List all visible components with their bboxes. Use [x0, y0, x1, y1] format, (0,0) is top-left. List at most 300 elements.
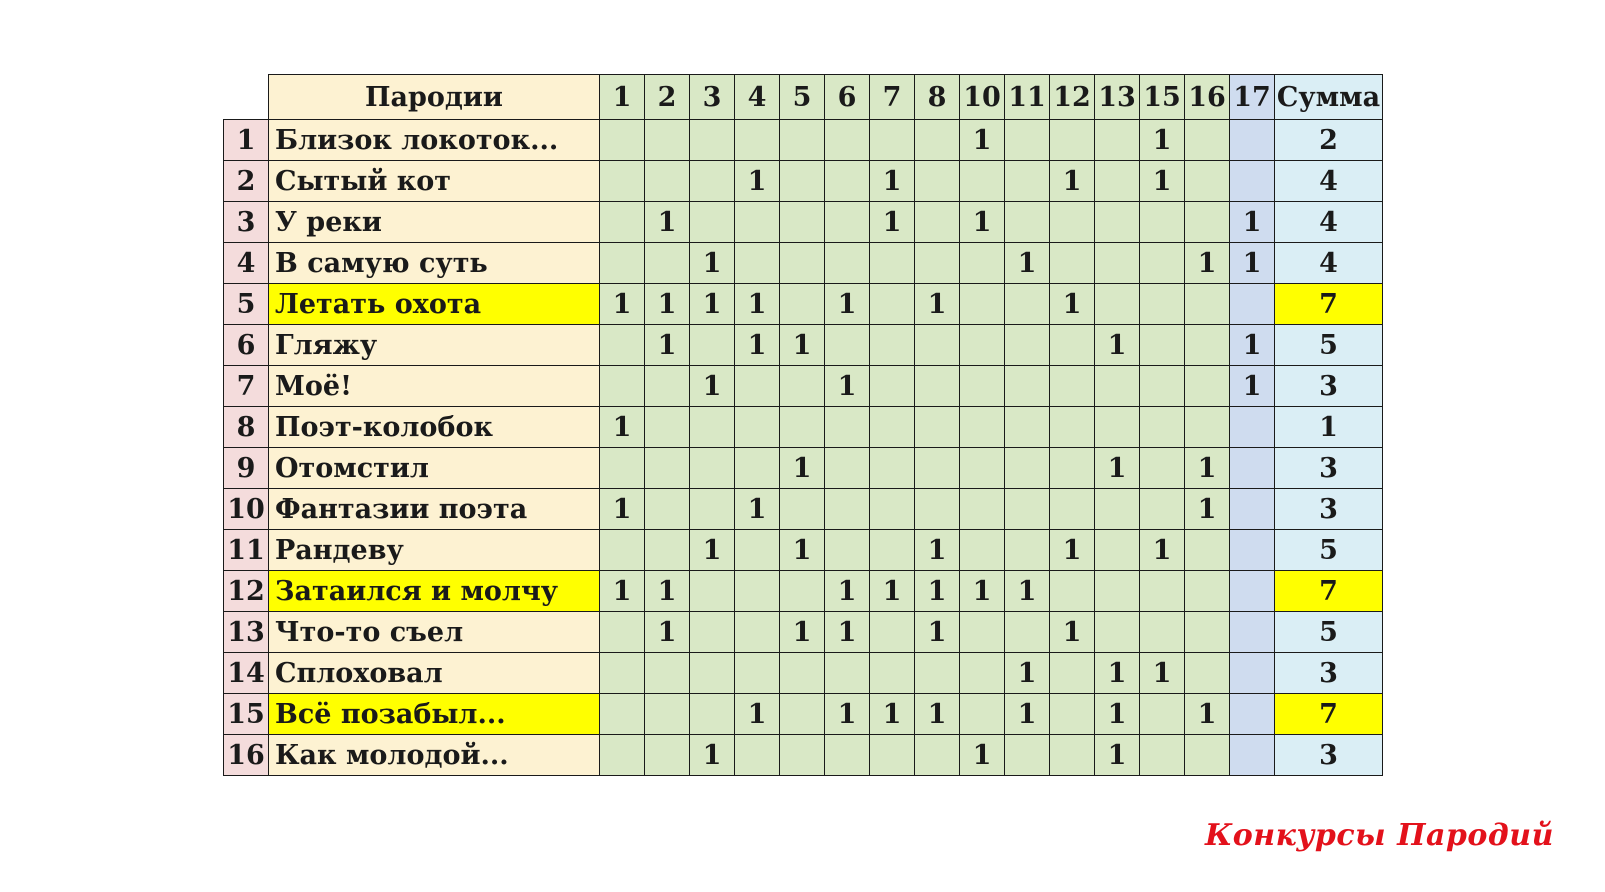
- vote-cell: [1005, 489, 1050, 530]
- vote-cell: [1095, 284, 1140, 325]
- vote-cell: [780, 407, 825, 448]
- vote-cell: [735, 448, 780, 489]
- vote-cell: 1: [780, 530, 825, 571]
- vote-cell: 1: [915, 530, 960, 571]
- vote-cell: [690, 653, 735, 694]
- vote-cell: [825, 161, 870, 202]
- vote-cell: [1140, 571, 1185, 612]
- table-row: [224, 120, 1383, 161]
- vote-cell: [1140, 202, 1185, 243]
- vote-cell: [780, 120, 825, 161]
- vote-cell: 1: [645, 284, 690, 325]
- vote-cell: 1: [960, 120, 1005, 161]
- judge-header: 7: [870, 75, 915, 120]
- vote-cell: [690, 120, 735, 161]
- vote-cell: [780, 202, 825, 243]
- vote-cell: 1: [1140, 653, 1185, 694]
- vote-cell: [1185, 120, 1230, 161]
- parody-title: В самую суть: [269, 243, 600, 284]
- parody-title: Сплоховал: [269, 653, 600, 694]
- vote-cell: 1: [1005, 243, 1050, 284]
- sum-cell: 3: [1275, 448, 1383, 489]
- vote-cell: [600, 612, 645, 653]
- vote-cell: [690, 694, 735, 735]
- vote-cell: [960, 530, 1005, 571]
- vote-cell: [960, 243, 1005, 284]
- vote-cell: [735, 571, 780, 612]
- header-row: [224, 75, 1383, 120]
- parodies-header: Пародии: [269, 75, 600, 120]
- sum-cell: 5: [1275, 612, 1383, 653]
- vote-cell: [1230, 612, 1275, 653]
- vote-cell: [915, 325, 960, 366]
- table-row: [224, 448, 1383, 489]
- parody-title: Поэт-колобок: [269, 407, 600, 448]
- vote-cell: 1: [870, 202, 915, 243]
- vote-cell: [735, 735, 780, 776]
- vote-cell: [870, 325, 915, 366]
- vote-cell: 1: [1005, 653, 1050, 694]
- vote-cell: [690, 448, 735, 489]
- vote-cell: [1185, 284, 1230, 325]
- vote-cell: [735, 243, 780, 284]
- vote-cell: [600, 735, 645, 776]
- vote-cell: 1: [1095, 325, 1140, 366]
- vote-cell: [1050, 489, 1095, 530]
- sum-cell: 4: [1275, 202, 1383, 243]
- vote-cell: [645, 407, 690, 448]
- sum-cell: 7: [1275, 694, 1383, 735]
- vote-cell: [1050, 735, 1095, 776]
- vote-cell: [1185, 653, 1230, 694]
- row-number: 2: [224, 161, 269, 202]
- vote-cell: 1: [960, 571, 1005, 612]
- vote-cell: [1230, 448, 1275, 489]
- vote-cell: [870, 243, 915, 284]
- vote-cell: [600, 202, 645, 243]
- vote-cell: [645, 161, 690, 202]
- row-number: 14: [224, 653, 269, 694]
- vote-cell: [690, 161, 735, 202]
- vote-cell: [1140, 448, 1185, 489]
- parody-title: Летать охота: [269, 284, 600, 325]
- parody-title: Гляжу: [269, 325, 600, 366]
- vote-cell: [780, 694, 825, 735]
- vote-cell: 1: [600, 407, 645, 448]
- row-number: 12: [224, 571, 269, 612]
- vote-cell: [1095, 489, 1140, 530]
- vote-cell: [735, 407, 780, 448]
- vote-cell: 1: [645, 571, 690, 612]
- vote-cell: [825, 489, 870, 530]
- vote-cell: [780, 284, 825, 325]
- table-row: [224, 325, 1383, 366]
- table-row: [224, 489, 1383, 530]
- vote-cell: [825, 530, 870, 571]
- row-number: 3: [224, 202, 269, 243]
- vote-cell: 1: [915, 571, 960, 612]
- vote-cell: [960, 407, 1005, 448]
- vote-cell: [825, 243, 870, 284]
- vote-cell: [1095, 530, 1140, 571]
- sum-cell: 4: [1275, 243, 1383, 284]
- vote-cell: [600, 530, 645, 571]
- vote-cell: 1: [1005, 571, 1050, 612]
- sum-cell: 3: [1275, 489, 1383, 530]
- corner-cell: [224, 75, 269, 120]
- vote-cell: [735, 120, 780, 161]
- vote-cell: 1: [735, 694, 780, 735]
- vote-cell: 1: [960, 735, 1005, 776]
- vote-cell: [960, 284, 1005, 325]
- vote-cell: [1095, 571, 1140, 612]
- vote-cell: [915, 735, 960, 776]
- vote-cell: [1230, 407, 1275, 448]
- vote-cell: [600, 653, 645, 694]
- vote-cell: [645, 243, 690, 284]
- table-row: [224, 694, 1383, 735]
- parody-title: Сытый кот: [269, 161, 600, 202]
- vote-cell: [870, 366, 915, 407]
- vote-cell: [1140, 284, 1185, 325]
- vote-cell: [1230, 653, 1275, 694]
- vote-cell: [1050, 120, 1095, 161]
- vote-cell: 1: [1140, 161, 1185, 202]
- vote-cell: 1: [1230, 325, 1275, 366]
- vote-cell: [1050, 571, 1095, 612]
- row-number: 5: [224, 284, 269, 325]
- vote-cell: [1185, 571, 1230, 612]
- vote-cell: [1230, 161, 1275, 202]
- table-row: [224, 735, 1383, 776]
- table-row: [224, 530, 1383, 571]
- vote-cell: 1: [645, 612, 690, 653]
- vote-cell: 1: [600, 284, 645, 325]
- vote-cell: [915, 202, 960, 243]
- vote-cell: 1: [780, 325, 825, 366]
- vote-cell: [1005, 448, 1050, 489]
- judge-header: 2: [645, 75, 690, 120]
- table-row: [224, 366, 1383, 407]
- vote-cell: [1140, 612, 1185, 653]
- vote-cell: 1: [690, 530, 735, 571]
- vote-cell: [915, 448, 960, 489]
- vote-cell: 1: [915, 612, 960, 653]
- sum-cell: 2: [1275, 120, 1383, 161]
- vote-cell: [645, 694, 690, 735]
- vote-cell: [1140, 325, 1185, 366]
- vote-cell: [1050, 243, 1095, 284]
- vote-cell: [1140, 489, 1185, 530]
- vote-cell: [780, 243, 825, 284]
- vote-cell: [645, 489, 690, 530]
- row-number: 16: [224, 735, 269, 776]
- vote-cell: [1005, 735, 1050, 776]
- vote-cell: 1: [1095, 653, 1140, 694]
- table-row: [224, 612, 1383, 653]
- vote-cell: [1005, 284, 1050, 325]
- vote-cell: 1: [1140, 530, 1185, 571]
- vote-cell: [1050, 202, 1095, 243]
- table-row: [224, 243, 1383, 284]
- sum-cell: 3: [1275, 653, 1383, 694]
- vote-cell: [825, 735, 870, 776]
- vote-cell: [780, 489, 825, 530]
- vote-cell: [780, 366, 825, 407]
- vote-cell: [1005, 120, 1050, 161]
- vote-cell: [960, 325, 1005, 366]
- vote-cell: [1185, 366, 1230, 407]
- sum-cell: 3: [1275, 366, 1383, 407]
- vote-cell: [690, 325, 735, 366]
- results-body: [224, 120, 1383, 776]
- vote-cell: [600, 161, 645, 202]
- vote-cell: 1: [780, 612, 825, 653]
- vote-cell: [1005, 530, 1050, 571]
- vote-cell: [1185, 530, 1230, 571]
- vote-cell: [915, 120, 960, 161]
- vote-cell: [780, 571, 825, 612]
- vote-cell: [960, 612, 1005, 653]
- vote-cell: [915, 407, 960, 448]
- vote-cell: [870, 407, 915, 448]
- vote-cell: [960, 161, 1005, 202]
- judge-header: 4: [735, 75, 780, 120]
- judge-header: 15: [1140, 75, 1185, 120]
- vote-cell: [735, 612, 780, 653]
- table-row: [224, 571, 1383, 612]
- vote-cell: [870, 448, 915, 489]
- vote-cell: [735, 653, 780, 694]
- vote-cell: 1: [645, 202, 690, 243]
- vote-cell: [1230, 735, 1275, 776]
- vote-cell: [1185, 735, 1230, 776]
- sum-cell: 7: [1275, 284, 1383, 325]
- vote-cell: [600, 366, 645, 407]
- vote-cell: [825, 653, 870, 694]
- vote-cell: [690, 202, 735, 243]
- vote-cell: [600, 694, 645, 735]
- vote-cell: [1140, 694, 1185, 735]
- vote-cell: 1: [870, 694, 915, 735]
- vote-cell: [1005, 202, 1050, 243]
- vote-cell: [690, 612, 735, 653]
- judge-header: 10: [960, 75, 1005, 120]
- judge-header: 16: [1185, 75, 1230, 120]
- sum-header: Сумма: [1275, 75, 1383, 120]
- vote-cell: [1185, 202, 1230, 243]
- vote-cell: [600, 120, 645, 161]
- vote-cell: 1: [825, 366, 870, 407]
- vote-cell: [870, 612, 915, 653]
- vote-cell: [735, 366, 780, 407]
- vote-cell: [870, 284, 915, 325]
- row-number: 6: [224, 325, 269, 366]
- vote-cell: 1: [825, 571, 870, 612]
- vote-cell: [870, 489, 915, 530]
- vote-cell: 1: [1230, 243, 1275, 284]
- vote-cell: [960, 489, 1005, 530]
- judge-header: 8: [915, 75, 960, 120]
- vote-cell: 1: [1005, 694, 1050, 735]
- vote-cell: 1: [1095, 694, 1140, 735]
- row-number: 11: [224, 530, 269, 571]
- judge-header: 12: [1050, 75, 1095, 120]
- vote-cell: 1: [1185, 448, 1230, 489]
- vote-cell: [1050, 448, 1095, 489]
- parody-title: Моё!: [269, 366, 600, 407]
- vote-cell: [960, 448, 1005, 489]
- vote-cell: 1: [960, 202, 1005, 243]
- judge-header: 11: [1005, 75, 1050, 120]
- vote-cell: [645, 530, 690, 571]
- vote-cell: [735, 202, 780, 243]
- vote-cell: [915, 489, 960, 530]
- vote-cell: [1095, 202, 1140, 243]
- vote-cell: [1095, 612, 1140, 653]
- vote-cell: [600, 325, 645, 366]
- judge-header: 3: [690, 75, 735, 120]
- vote-cell: [645, 735, 690, 776]
- vote-cell: 1: [645, 325, 690, 366]
- vote-cell: 1: [1095, 448, 1140, 489]
- vote-cell: [1050, 653, 1095, 694]
- vote-cell: 1: [735, 325, 780, 366]
- vote-cell: [1140, 366, 1185, 407]
- vote-cell: [1095, 120, 1140, 161]
- table-row: [224, 653, 1383, 694]
- vote-cell: 1: [915, 694, 960, 735]
- vote-cell: 1: [690, 284, 735, 325]
- row-number: 13: [224, 612, 269, 653]
- vote-cell: [1095, 407, 1140, 448]
- vote-cell: [1005, 325, 1050, 366]
- vote-cell: 1: [870, 571, 915, 612]
- vote-cell: 1: [825, 694, 870, 735]
- vote-cell: 1: [735, 284, 780, 325]
- vote-cell: [780, 161, 825, 202]
- vote-cell: 1: [825, 612, 870, 653]
- row-number: 4: [224, 243, 269, 284]
- brand-logo: Конкурсы Пародий: [1205, 818, 1554, 853]
- vote-cell: [1230, 571, 1275, 612]
- vote-cell: [1050, 366, 1095, 407]
- vote-cell: 1: [825, 284, 870, 325]
- vote-cell: 1: [1230, 202, 1275, 243]
- vote-cell: [915, 161, 960, 202]
- vote-cell: [870, 735, 915, 776]
- vote-cell: 1: [1185, 489, 1230, 530]
- vote-cell: [600, 243, 645, 284]
- row-number: 15: [224, 694, 269, 735]
- vote-cell: 1: [690, 366, 735, 407]
- vote-cell: 1: [600, 489, 645, 530]
- vote-cell: 1: [735, 161, 780, 202]
- vote-cell: [1050, 407, 1095, 448]
- vote-cell: 1: [600, 571, 645, 612]
- vote-cell: [1185, 612, 1230, 653]
- vote-cell: 1: [1185, 694, 1230, 735]
- judge-header: 1: [600, 75, 645, 120]
- vote-cell: [960, 694, 1005, 735]
- vote-cell: [1230, 530, 1275, 571]
- vote-cell: [1230, 284, 1275, 325]
- sum-cell: 4: [1275, 161, 1383, 202]
- vote-cell: [870, 120, 915, 161]
- vote-cell: 1: [690, 735, 735, 776]
- vote-cell: [960, 366, 1005, 407]
- vote-cell: [870, 653, 915, 694]
- parody-title: Фантазии поэта: [269, 489, 600, 530]
- vote-cell: [1140, 407, 1185, 448]
- vote-cell: 1: [1050, 284, 1095, 325]
- table-row: [224, 202, 1383, 243]
- row-number: 10: [224, 489, 269, 530]
- vote-cell: [645, 653, 690, 694]
- sum-cell: 5: [1275, 530, 1383, 571]
- sum-cell: 3: [1275, 735, 1383, 776]
- vote-cell: [1095, 161, 1140, 202]
- vote-cell: [825, 448, 870, 489]
- vote-cell: 1: [870, 161, 915, 202]
- vote-cell: [1050, 694, 1095, 735]
- vote-cell: [1230, 694, 1275, 735]
- vote-cell: [825, 120, 870, 161]
- vote-cell: [1230, 489, 1275, 530]
- parody-title: Рандеву: [269, 530, 600, 571]
- vote-cell: [1230, 120, 1275, 161]
- vote-cell: [825, 407, 870, 448]
- vote-cell: [915, 243, 960, 284]
- parody-title: Близок локоток...: [269, 120, 600, 161]
- row-number: 7: [224, 366, 269, 407]
- vote-cell: [780, 735, 825, 776]
- parody-title: Всё позабыл...: [269, 694, 600, 735]
- vote-cell: [645, 366, 690, 407]
- table-row: [224, 407, 1383, 448]
- parody-title: Как молодой...: [269, 735, 600, 776]
- vote-cell: [600, 448, 645, 489]
- vote-cell: [915, 653, 960, 694]
- vote-cell: 1: [735, 489, 780, 530]
- vote-cell: 1: [1050, 612, 1095, 653]
- judge-header: 17: [1230, 75, 1275, 120]
- vote-cell: [1005, 407, 1050, 448]
- row-number: 8: [224, 407, 269, 448]
- sum-cell: 5: [1275, 325, 1383, 366]
- vote-cell: [690, 489, 735, 530]
- vote-cell: [1185, 407, 1230, 448]
- vote-cell: [690, 407, 735, 448]
- parody-title: Затаился и молчу: [269, 571, 600, 612]
- vote-cell: [960, 653, 1005, 694]
- table-row: [224, 284, 1383, 325]
- judge-header: 13: [1095, 75, 1140, 120]
- vote-cell: [645, 120, 690, 161]
- row-number: 1: [224, 120, 269, 161]
- vote-cell: 1: [1185, 243, 1230, 284]
- vote-cell: [1005, 161, 1050, 202]
- vote-cell: [825, 202, 870, 243]
- vote-cell: [1140, 243, 1185, 284]
- vote-cell: [870, 530, 915, 571]
- vote-cell: [1185, 325, 1230, 366]
- sum-cell: 1: [1275, 407, 1383, 448]
- vote-cell: 1: [1095, 735, 1140, 776]
- vote-cell: 1: [1050, 530, 1095, 571]
- vote-cell: [1095, 366, 1140, 407]
- judge-header: 5: [780, 75, 825, 120]
